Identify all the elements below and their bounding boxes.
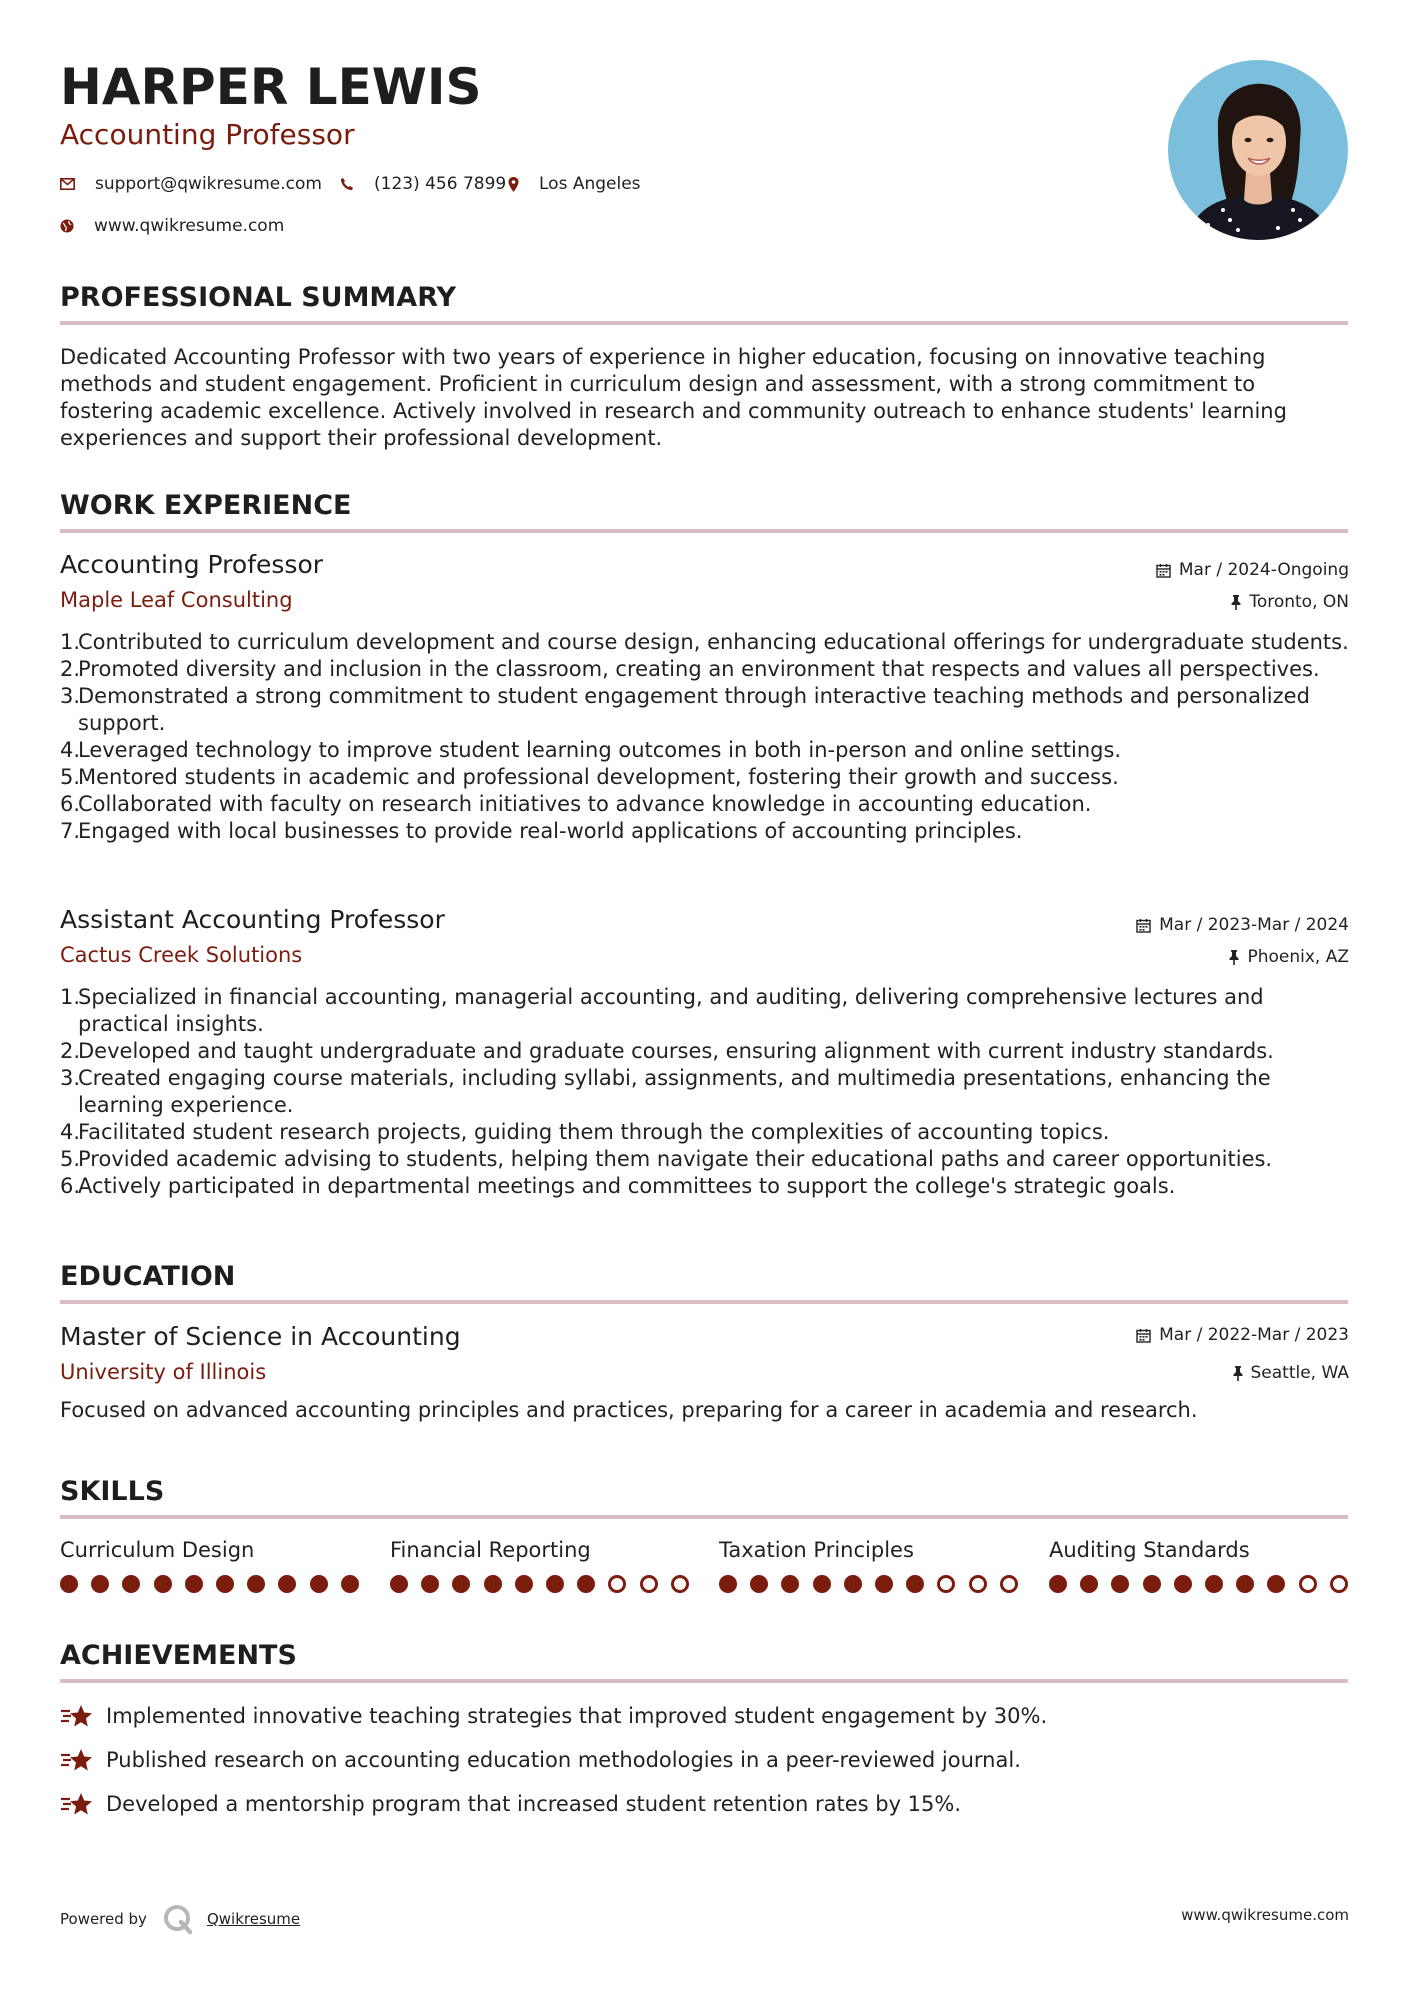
skill-name: Financial Reporting [390, 1538, 591, 1562]
map-pin-icon [508, 177, 519, 192]
education-location [1233, 1363, 1350, 1383]
rating-dot-filled [906, 1575, 924, 1593]
skill-rating [1049, 1575, 1348, 1593]
job-location-text: Phoenix, AZ [1247, 947, 1349, 967]
profile-photo [1168, 60, 1348, 240]
skill-name: Curriculum Design [60, 1538, 255, 1562]
list-item: 6. Collaborated with faculty on research initiatives to advance knowledge in accounting education. [60, 792, 1092, 816]
calendar-icon [1136, 1328, 1151, 1343]
phone-icon [340, 177, 354, 191]
rating-dot-filled [91, 1575, 109, 1593]
list-item: 6. Actively participated in departmental meetings and committees to support the college's strategic goals. [60, 1174, 1176, 1198]
rating-dot-filled [813, 1575, 831, 1593]
job-location-text: Toronto, ON [1249, 592, 1349, 612]
powered-by-text: Powered by [60, 1910, 147, 1928]
rating-dot-empty [1000, 1575, 1018, 1593]
education-dates [1136, 1325, 1349, 1345]
rating-dot-empty [937, 1575, 955, 1593]
section-title-experience: WORK EXPERIENCE [60, 490, 352, 521]
list-item: 3. Demonstrated a strong commitment to student engagement through interactive teaching methods and personalized support. [60, 684, 1310, 735]
globe-icon [60, 219, 74, 233]
rating-dot-filled [390, 1575, 408, 1593]
rating-dot-empty [1330, 1575, 1348, 1593]
star-icon [60, 1791, 94, 1817]
summary-text: Dedicated Accounting Professor with two years of experience in higher education, focusing on innovative teaching methods and student engagement. Proficient in curriculum design and assessment, with a strong commitment to fostering academic excellence. Actively involved in research and community outreach to enhance students' learning experiences and support their professional development. [60, 345, 1287, 450]
rating-dot-filled [577, 1575, 595, 1593]
contact-location [508, 174, 641, 194]
list-item: 1. Specialized in financial accounting, managerial accounting, and auditing, delivering comprehensive lectures and practical insights. [60, 985, 1264, 1036]
email-text: support@qwikresume.com [95, 174, 322, 194]
star-icon [60, 1703, 94, 1729]
rating-dot-filled [278, 1575, 296, 1593]
rating-dot-filled [781, 1575, 799, 1593]
section-divider [60, 529, 1348, 533]
rating-dot-filled [452, 1575, 470, 1593]
phone-text: (123) 456 7899 [374, 174, 507, 194]
job-bullets [60, 984, 1350, 1200]
job-location [1231, 592, 1349, 612]
list-item: 5. Provided academic advising to students, helping them navigate their educational paths and career opportunities. [60, 1147, 1273, 1171]
rating-dot-filled [1080, 1575, 1098, 1593]
star-icon [60, 1747, 94, 1773]
school-name: University of Illinois [60, 1360, 267, 1384]
section-divider [60, 1679, 1348, 1683]
rating-dot-filled [844, 1575, 862, 1593]
rating-dot-filled [216, 1575, 234, 1593]
job-dates [1156, 560, 1349, 580]
section-title-summary: PROFESSIONAL SUMMARY [60, 282, 457, 313]
achievement-text: Published research on accounting education methodologies in a peer-reviewed journal. [106, 1748, 1021, 1772]
list-item: 2. Promoted diversity and inclusion in the classroom, creating an environment that respects and values all perspectives. [60, 657, 1320, 681]
section-title-education: EDUCATION [60, 1261, 236, 1292]
list-item: 4. Facilitated student research projects, guiding them through the complexities of accounting topics. [60, 1120, 1110, 1144]
list-item: 7. Engaged with local businesses to provide real-world applications of accounting principles. [60, 819, 1023, 843]
job-title: Assistant Accounting Professor [60, 905, 445, 934]
envelope-icon [60, 178, 75, 190]
section-title-skills: SKILLS [60, 1476, 165, 1507]
company-name: Cactus Creek Solutions [60, 943, 303, 967]
achievement-item [60, 1703, 1047, 1729]
list-item: 2. Developed and taught undergraduate and graduate courses, ensuring alignment with current industry standards. [60, 1039, 1274, 1063]
rating-dot-filled [1236, 1575, 1254, 1593]
footer-website[interactable]: www.qwikresume.com [1181, 1906, 1349, 1924]
job-title: Accounting Professor [60, 550, 324, 579]
job-dates [1136, 915, 1349, 935]
achievement-text: Developed a mentorship program that increased student retention rates by 15%. [106, 1792, 962, 1816]
pushpin-icon [1229, 950, 1239, 965]
rating-dot-filled [60, 1575, 78, 1593]
skill-name: Taxation Principles [719, 1538, 914, 1562]
rating-dot-filled [122, 1575, 140, 1593]
skill-rating [719, 1575, 1018, 1593]
achievement-item [60, 1791, 961, 1817]
skill-name: Auditing Standards [1049, 1538, 1250, 1562]
rating-dot-filled [546, 1575, 564, 1593]
skill-rating [390, 1575, 689, 1593]
rating-dot-filled [310, 1575, 328, 1593]
contact-phone[interactable] [340, 174, 506, 194]
rating-dot-filled [247, 1575, 265, 1593]
rating-dot-filled [154, 1575, 172, 1593]
job-location [1229, 947, 1349, 967]
list-item: 4. Leveraged technology to improve student learning outcomes in both in-person and online settings. [60, 738, 1122, 762]
rating-dot-filled [1205, 1575, 1223, 1593]
website-text: www.qwikresume.com [94, 216, 285, 236]
contact-email[interactable] [60, 174, 322, 194]
rating-dot-filled [1143, 1575, 1161, 1593]
rating-dot-empty [640, 1575, 658, 1593]
pushpin-icon [1231, 595, 1241, 610]
location-text: Los Angeles [539, 174, 641, 194]
rating-dot-filled [341, 1575, 359, 1593]
rating-dot-filled [185, 1575, 203, 1593]
list-item: 5. Mentored students in academic and professional development, fostering their growth and success. [60, 765, 1119, 789]
footer-powered-by [60, 1902, 300, 1936]
rating-dot-filled [1174, 1575, 1192, 1593]
rating-dot-filled [515, 1575, 533, 1593]
candidate-name: HARPER LEWIS [60, 58, 482, 116]
rating-dot-filled [1049, 1575, 1067, 1593]
rating-dot-filled [1111, 1575, 1129, 1593]
list-item: 1. Contributed to curriculum development and course design, enhancing educational offerings for undergraduate students. [60, 630, 1349, 654]
skill-rating [60, 1575, 359, 1593]
rating-dot-filled [1267, 1575, 1285, 1593]
rating-dot-filled [875, 1575, 893, 1593]
company-name: Maple Leaf Consulting [60, 588, 293, 612]
job-dates-text: Mar / 2024-Ongoing [1178, 560, 1349, 580]
achievement-text: Implemented innovative teaching strategies that improved student engagement by 30%. [106, 1704, 1048, 1728]
list-item: 3. Created engaging course materials, including syllabi, assignments, and multimedia presentations, enhancing the learning experience. [60, 1066, 1271, 1117]
qwikresume-link[interactable]: Qwikresume [206, 1910, 301, 1928]
rating-dot-empty [1299, 1575, 1317, 1593]
degree-title: Master of Science in Accounting [60, 1322, 461, 1351]
section-divider [60, 1300, 1348, 1304]
section-title-achievements: ACHIEVEMENTS [60, 1640, 297, 1671]
pushpin-icon [1233, 1366, 1243, 1381]
job-dates-text: Mar / 2023-Mar / 2024 [1159, 915, 1349, 935]
rating-dot-empty [608, 1575, 626, 1593]
job-bullets [60, 629, 1350, 845]
calendar-icon [1136, 918, 1151, 933]
education-dates-text: Mar / 2022-Mar / 2023 [1159, 1325, 1349, 1345]
qwikresume-logo-icon [161, 1902, 195, 1936]
calendar-icon [1156, 563, 1171, 578]
rating-dot-empty [969, 1575, 987, 1593]
candidate-title: Accounting Professor [60, 118, 355, 151]
rating-dot-filled [484, 1575, 502, 1593]
rating-dot-filled [719, 1575, 737, 1593]
rating-dot-empty [671, 1575, 689, 1593]
education-location-text: Seattle, WA [1250, 1363, 1349, 1383]
rating-dot-filled [750, 1575, 768, 1593]
achievement-item [60, 1747, 1021, 1773]
section-divider [60, 1515, 1348, 1519]
contact-website[interactable] [60, 216, 284, 236]
rating-dot-filled [421, 1575, 439, 1593]
section-divider [60, 321, 1348, 325]
education-description: Focused on advanced accounting principles and practices, preparing for a career in academia and research. [60, 1398, 1198, 1422]
